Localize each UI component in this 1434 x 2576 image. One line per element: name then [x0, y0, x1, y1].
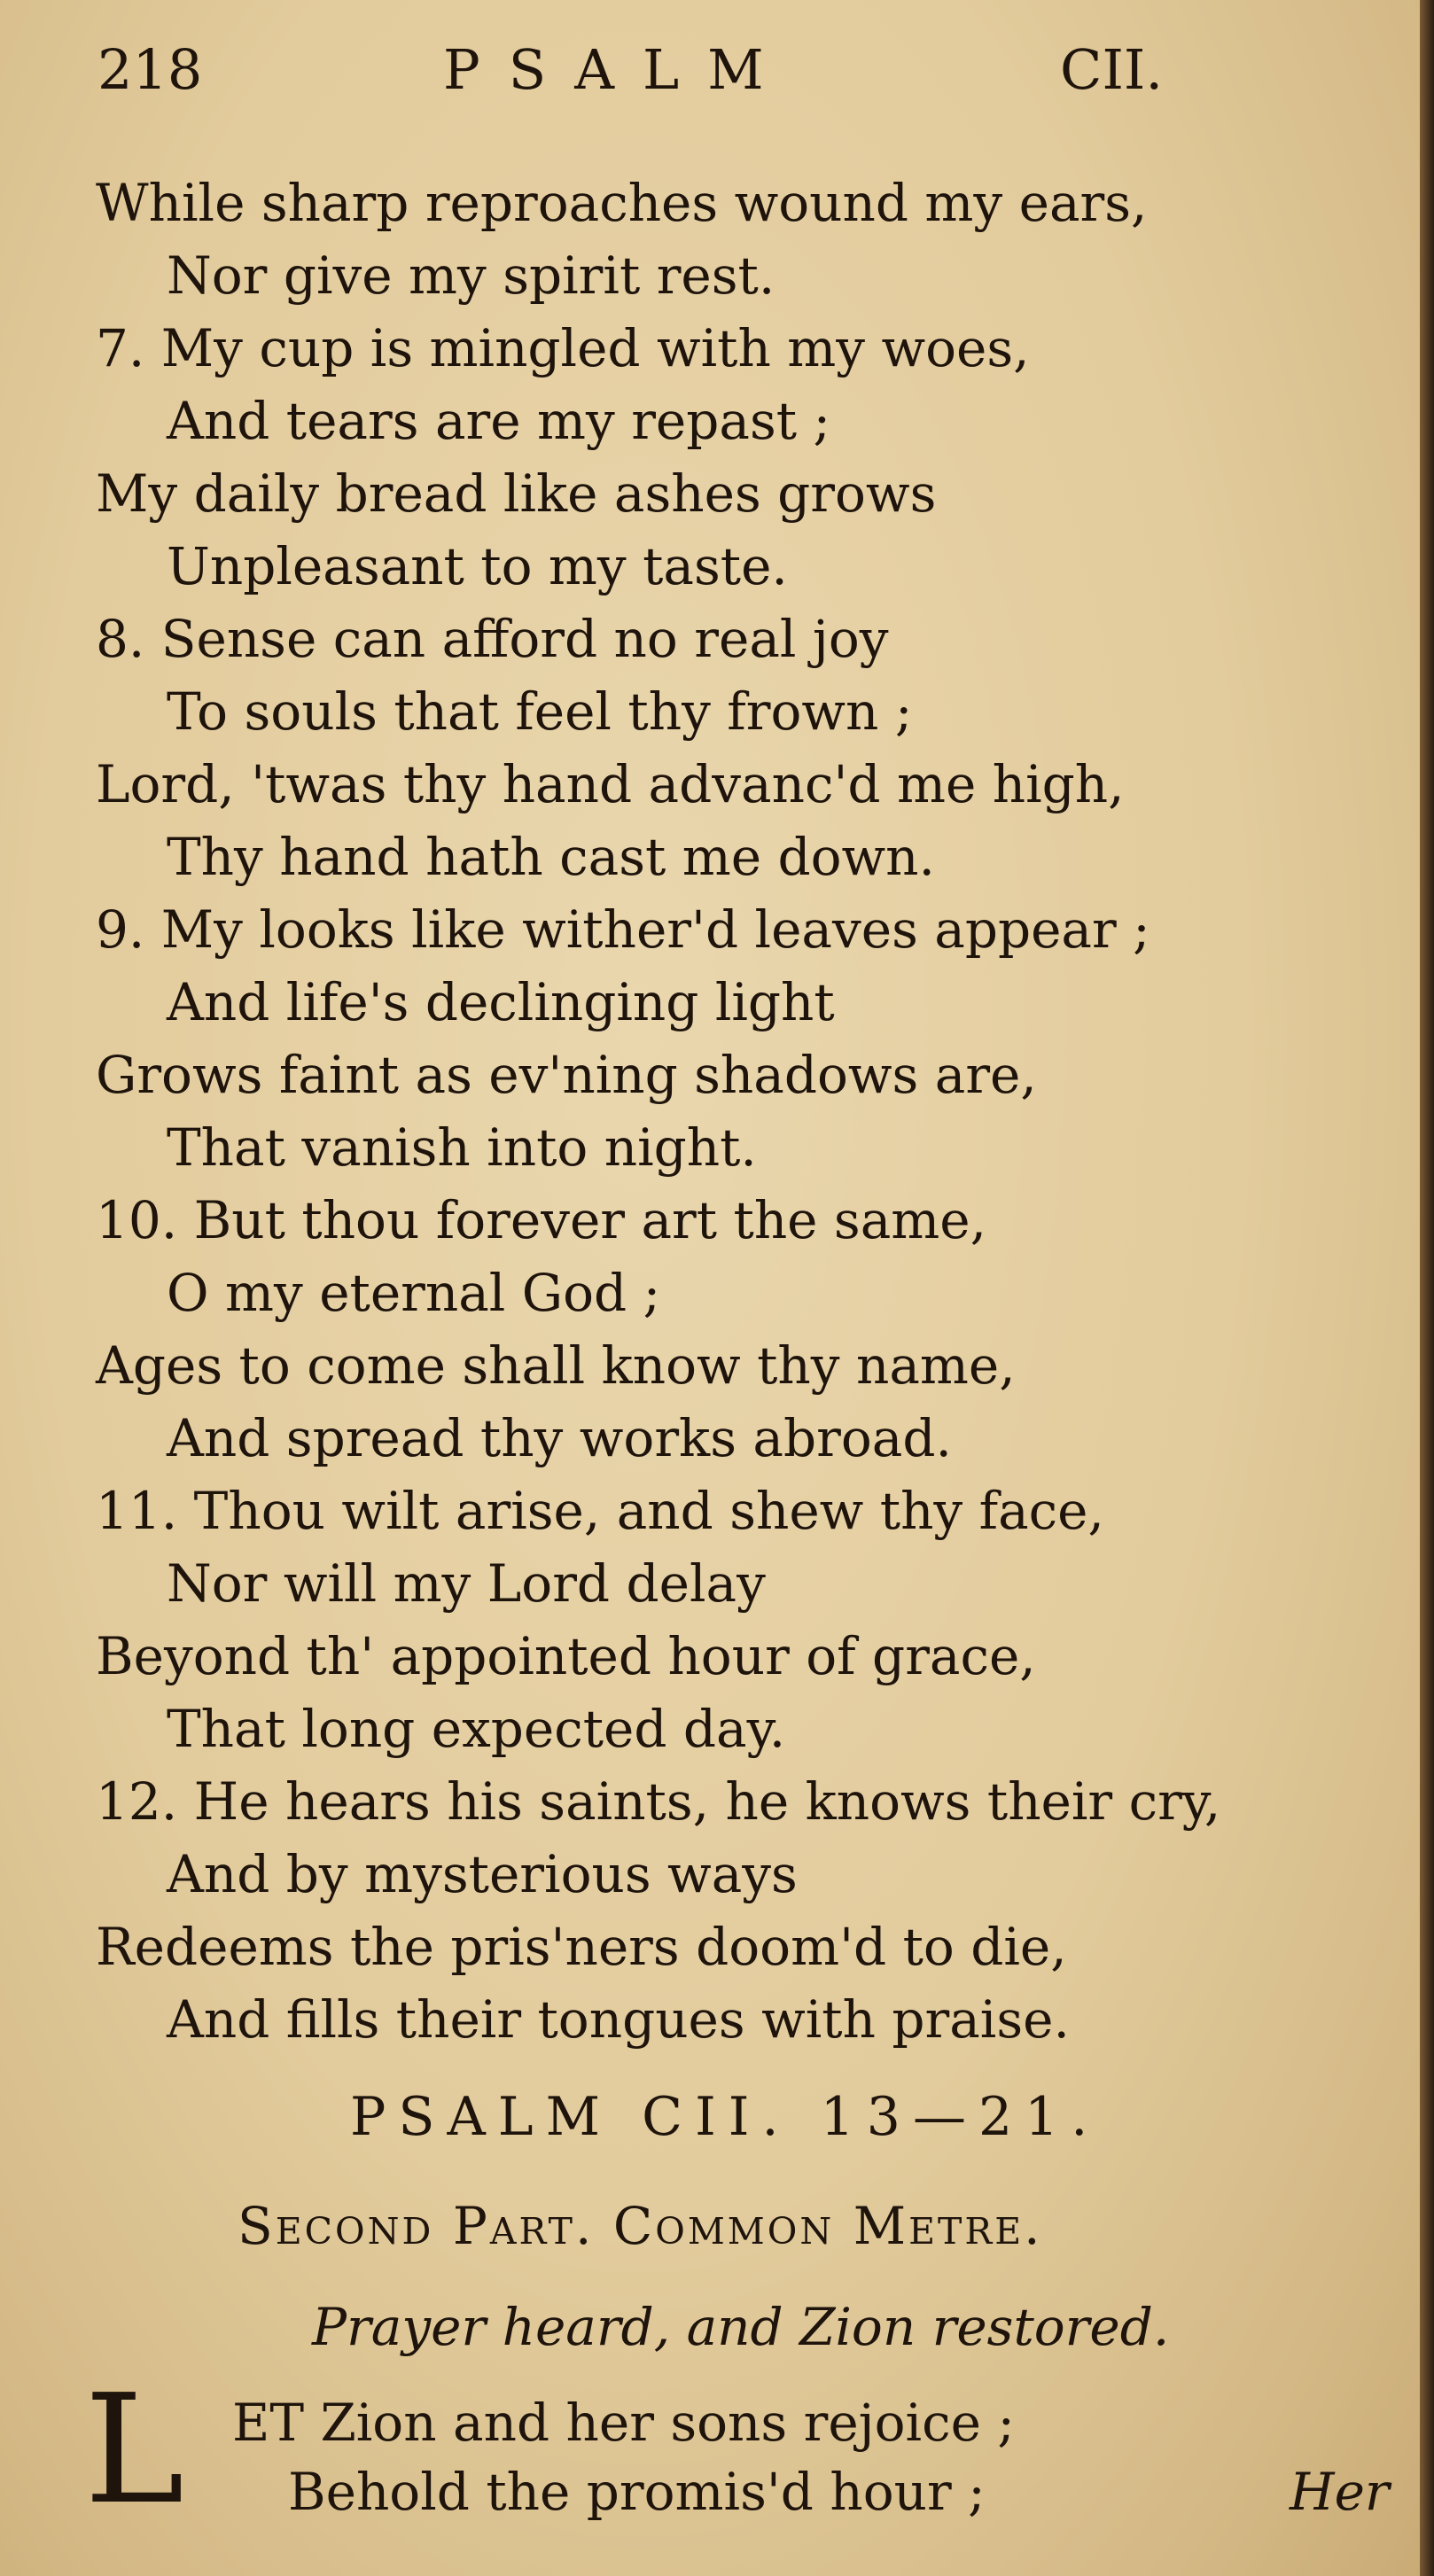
verse-line: 7. My cup is mingled with my woes, [96, 318, 1030, 378]
verse-line: My daily bread like ashes grows [96, 463, 937, 524]
verse-line: 11. Thou wilt arise, and shew thy face, [96, 1481, 1104, 1541]
verse-line: And fills their tongues with praise. [167, 1989, 1070, 2050]
verse-line: Behold the promis'd hour ; [288, 2462, 986, 2522]
running-head-title: PSALM [443, 37, 792, 102]
verse-line: 8. Sense can afford no real joy [96, 609, 889, 669]
verse-line: And spread thy works abroad. [167, 1408, 952, 1468]
section-title: PSALM CII. 13—21. [350, 2086, 1101, 2148]
section-meter: Second Part. Common Metre. [238, 2196, 1043, 2256]
verse-line: Redeems the pris'ners doom'd to die, [96, 1917, 1067, 1977]
verse-line: While sharp reproaches wound my ears, [96, 173, 1148, 233]
verse-line: Nor give my spirit rest. [167, 245, 775, 306]
verse-line: To souls that feel thy frown ; [167, 681, 913, 742]
verse-line: Grows faint as ev'ning shadows are, [96, 1045, 1037, 1105]
verse-line: That vanish into night. [167, 1117, 757, 1178]
page-number: 218 [97, 37, 203, 102]
section-subject: Prayer heard, and Zion restored. [312, 2297, 1170, 2357]
verse-line: Beyond th' appointed hour of grace, [96, 1626, 1036, 1686]
verse-line: Lord, 'twas thy hand advanc'd me high, [96, 754, 1125, 814]
verse-line: And tears are my repast ; [167, 391, 831, 451]
verse-line: And life's declinging light [167, 972, 835, 1032]
verse-line: Unpleasant to my taste. [167, 536, 788, 596]
catchword: Her [1290, 2462, 1390, 2522]
verse-line: Thy hand hath cast me down. [167, 827, 935, 887]
drop-cap: L [84, 2362, 184, 2538]
verse-line: 9. My looks like wither'd leaves appear ; [96, 899, 1150, 960]
verse-line: That long expected day. [167, 1699, 786, 1759]
verse-line: ET Zion and her sons rejoice ; [232, 2393, 1015, 2453]
page-edge [1420, 0, 1434, 2576]
verse-line: O my eternal God ; [167, 1263, 661, 1323]
verse-line: And by mysterious ways [167, 1844, 798, 1904]
verse-line: Ages to come shall know thy name, [96, 1335, 1016, 1396]
verse-line: 12. He hears his saints, he knows their cry, [96, 1771, 1221, 1832]
running-head-psalm-number: CII. [1060, 37, 1164, 102]
verse-line: 10. But thou forever art the same, [96, 1190, 987, 1250]
verse-line: Nor will my Lord delay [167, 1553, 766, 1614]
